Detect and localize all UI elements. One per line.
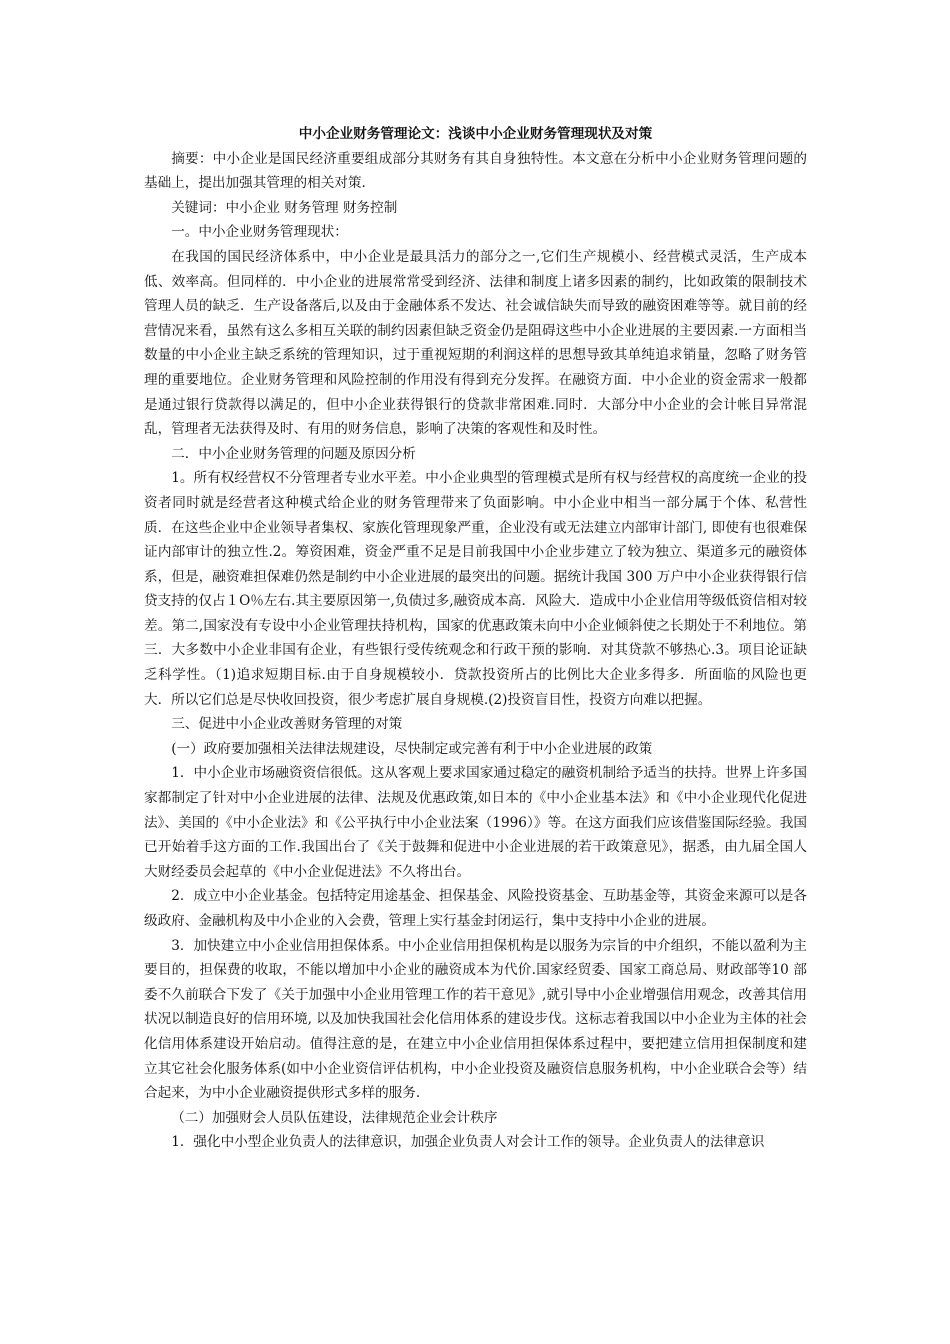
paragraph-status: 在我国的国民经济体系中，中小企业是最具活力的部分之一,它们生产规模小、经营模式灵活，生产成本低、效率高。但同样的．中小企业的进展常常受到经济、法律和制度上诸多因素的制约，比如政策的限制技术管理人员的缺乏．生产设备落后,以及由于金融体系不发达、社会诚信缺失而导致的融资困难等等。就目前的经营情况来看，虽然有这么多相互关联的制约因素但缺乏资金仍是阻碍这些中小企业进展的主要因素.一方面相当数量的中小企业主缺乏系统的管理知识，过于重视短期的利润这样的思想导致其单纯追求销量，忽略了财务管理的重要地位。企业财务管理和风险控制的作用没有得到充分发挥。在融资方面．中小企业的资金需求一般都是通过银行贷款得以满足的，但中小企业获得银行的贷款非常困难.同时．大部分中小企业的会计帐目异常混乱，管理者无法获得及时、有用的财务信息，影响了决策的客观性和及时性。: [144, 248, 807, 438]
subsection-heading-1: (一）政府要加强相关法律法规建设，尽快制定或完善有利于中小企业进展的政策: [171, 740, 653, 757]
paragraph-keywords: 关键词：中小企业 财务管理 财务控制: [171, 199, 398, 216]
paragraph-policy-1: 1．中小企业市场融资资信很低。这从客观上要求国家通过稳定的融资机制给予适当的扶持。世界上许多国家都制定了针对中小企业进展的法律、法规及优惠政策,如日本的《中小企业基本法》和《中小企业现代化促进法》、美国的《中小企业法》和《公平执行中小企业法案（1996）》等。在这方面我们应该借鉴国际经验。我国已开始着手这方面的工作.我国出台了《关于鼓舞和促进中小企业进展的若干政策意见》，据悉，由九届全国人大财经委员会起草的《中小企业促进法》不久将出台。: [144, 765, 807, 880]
section-heading-2: 二．中小企业财务管理的问题及原因分析: [171, 445, 416, 462]
paragraph-problems: 1。所有权经营权不分管理者专业水平差。中小企业典型的管理模式是所有权与经营权的高度统一企业的投资者同时就是经营者这种模式给企业的财务管理带来了负面影响。中小企业中相当一部分属于个体、私营性质．在这些企业中企业领导者集权、家族化管理现象严重，企业没有或无法建立内部审计部门, 即使有也很难保证内部审计的独立性.2。筹资困难，资金严重不足是目前我国中小企业步建立了较为独立、渠道多元的融资体系，但是，融资难担保难仍然是制约中小企业进展的最突出的问题。据统计我国 300 万户中小企业获得银行信贷支持的仅占１O％左右.其主要原因第一,负债过多,融资成本高．风险大．造成中小企业信用等级低资信相对较差。第二,国家没有专设中小企业管理扶持机构，国家的优惠政策未向中小企业倾斜使之长期处于不利地位。第三．大多数中小企业非国有企业，有些银行受传统观念和行政干预的影响．对其贷款不够热心.3。项目论证缺乏科学性。（1)追求短期目标.由于自身规模较小．贷款投资所占的比例比大企业多得多．所面临的风险也更大．所以它们总是尽快收回投资，很少考虑扩展自身规模.(2)投资盲目性，投资方向难以把握。: [144, 470, 808, 708]
section-heading-1: 一。中小企业财务管理现状：: [171, 224, 348, 241]
subsection-heading-2: （二）加强财会人员队伍建设，法律规范企业会计秩序: [171, 1109, 498, 1126]
paragraph-accounting-1: 1．强化中小型企业负责人的法律意识，加强企业负责人对会计工作的领导。企业负责人的法律意识: [171, 1134, 765, 1151]
paragraph-policy-3: 3．加快建立中小企业信用担保体系。中小企业信用担保机构是以服务为宗旨的中介组织，不能以盈利为主要目的，担保费的收取，不能以增加中小企业的融资成本为代价.国家经贸委、国家工商总局、财政部等10 部委不久前联合下发了《关于加强中小企业用管理工作的若干意见》,就引导中小企业增强信用观念，改善其信用状况以制造良好的信用环境, 以及加快我国社会化信用体系的建设步伐。这标志着我国以中小企业为主体的社会化信用体系建设开始启动。值得注意的是，在建立中小企业信用担保体系过程中，要把建立信用担保制度和建立其它社会化服务体系(如中小企业资信评估机构，中小企业投资及融资信息服务机构，中小企业联合会等）结合起来，为中小企业融资提供形式多样的服务.: [144, 937, 807, 1102]
paragraph-abstract: 摘要：中小企业是国民经济重要组成部分其财务有其自身独特性。本文意在分析中小企业财务管理问题的基础上，提出加强其管理的相关对策.: [144, 150, 807, 192]
paragraph-policy-2: 2．成立中小企业基金。包括特定用途基金、担保基金、风险投资基金、互助基金等，其资金来源可以是各级政府、金融机构及中小企业的入会费，管理上实行基金封闭运行，集中支持中小企业的进展。: [144, 888, 807, 929]
document-title: 中小企业财务管理论文：浅谈中小企业财务管理现状及对策: [298, 126, 653, 142]
section-heading-3: 三、促进中小企业改善财务管理的对策: [171, 716, 403, 733]
document-page: [144, 122, 807, 1155]
